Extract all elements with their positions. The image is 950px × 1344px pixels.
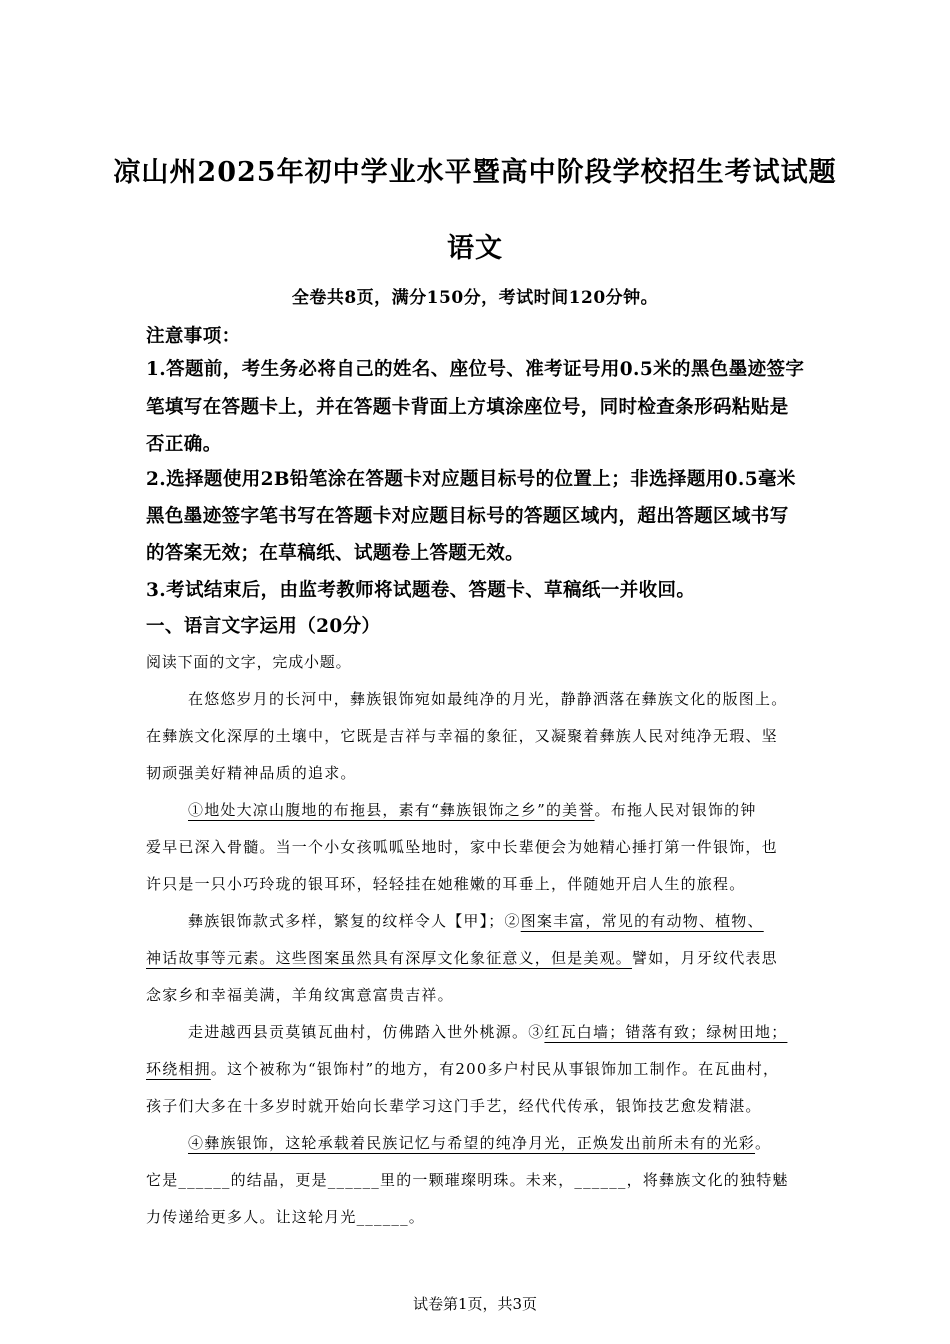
- section-heading: 一、语言文字运用（20分）: [146, 616, 381, 637]
- paragraph-line: 爱早已深入骨髓。当一个小女孩呱呱坠地时，家中长辈便会为她精心捶打第一件银饰，也: [146, 838, 778, 856]
- paragraph-line: 在悠悠岁月的长河中，彝族银饰宛如最纯净的月光，静静洒落在彝族文化的版图上。: [188, 690, 788, 708]
- notice-heading: 注意事项：: [146, 326, 241, 347]
- paragraph-line: 念家乡和幸福美满，羊角纹寓意富贵吉祥。: [146, 986, 454, 1004]
- underlined-sentence-2-cont: 神话故事等元素: [146, 949, 260, 967]
- paragraph-line: 力传递给更多人。让这轮月光______。: [146, 1208, 426, 1226]
- notice-line: 的答案无效；在草稿纸、试题卷上答题无效。: [146, 543, 525, 564]
- notice-line: 1.答题前，考生务必将自己的姓名、座位号、准考证号用0.5米的黑色墨迹签字: [146, 359, 805, 380]
- paragraph-line: 许只是一只小巧玲珑的银耳环，轻轻挂在她稚嫩的耳垂上，伴随她开启人生的旅程。: [146, 875, 746, 893]
- paragraph-line: 韧顽强美好精神品质的追求。: [146, 764, 357, 782]
- paragraph-line: 孩子们大多在十多岁时就开始向长辈学习这门手艺，经代代传承，银饰技艺愈发精湛。: [146, 1097, 762, 1115]
- subject-title: 语文: [447, 233, 503, 264]
- paragraph-line: [188, 1132, 808, 1153]
- paragraph-line: [188, 1021, 808, 1042]
- underlined-sentence-2-cont: 。这些图案虽然具有深厚文化象征意义，但是美观。: [259, 949, 633, 967]
- paragraph-line: [146, 947, 806, 968]
- paragraph-text: 。这个被称为“银饰村”的地方，有200多户村民从事银饰加工制作。在瓦曲村，: [210, 1060, 780, 1078]
- exam-info: 全卷共8页，满分150分，考试时间120分钟。: [291, 288, 659, 308]
- notice-line: 笔填写在答题卡上，并在答题卡背面上方填涂座位号，同时检查条形码粘贴是: [146, 397, 789, 418]
- paragraph-line: 它是______的结晶，更是______里的一颗璀璨明珠。未来，______，将彝族文化的独特魅: [146, 1171, 789, 1189]
- paragraph-text: 譬如，月牙纹代表思: [632, 949, 778, 967]
- underlined-sentence-2: 图案丰富，常见的有动物、植物、: [520, 912, 764, 930]
- notice-line: 3.考试结束后，由监考教师将试题卷、答题卡、草稿纸一并收回。: [146, 580, 696, 601]
- notice-line: 黑色墨迹签字笔书写在答题卡对应题目标号的答题区域内，超出答题区域书写: [146, 506, 789, 527]
- notice-line: 2.选择题使用2B铅笔涂在答题卡对应题目标号的位置上；非选择题用0.5毫米: [146, 469, 796, 490]
- paragraph-text: 走进越西县贡莫镇瓦曲村，仿佛踏入世外桃源。③: [188, 1023, 545, 1041]
- underlined-sentence-3: 红瓦白墙；错落有致；绿树田地；: [544, 1023, 788, 1041]
- page-footer: 试卷第1页，共3页: [412, 1295, 538, 1313]
- paragraph-line: [188, 910, 808, 931]
- paragraph-line: [146, 1058, 806, 1079]
- paragraph-text: 。布拖人民对银饰的钟: [594, 801, 757, 819]
- paragraph-line: [188, 799, 808, 820]
- underlined-sentence-3-cont: 环绕相拥: [146, 1060, 211, 1078]
- paragraph-text: 彝族银饰款式多样，繁复的纹样令人【甲】；②: [188, 912, 521, 930]
- paragraph-text: 。: [755, 1134, 772, 1152]
- underlined-sentence-4: ④彝族银饰，这轮承载着民族记忆与希望的纯净月光，正焕发出前所未有的光彩: [188, 1134, 756, 1152]
- instruction: 阅读下面的文字，完成小题。: [146, 653, 352, 671]
- paragraph-line: 在彝族文化深厚的土壤中，它既是吉祥与幸福的象征，又凝聚着彝族人民对纯净无瑕、坚: [146, 727, 778, 745]
- notice-line: 否正确。: [146, 434, 222, 455]
- underlined-sentence-1: ①地处大凉山腹地的布拖县，素有“彝族银饰之乡”的美誉: [188, 801, 595, 819]
- exam-title: 凉山州2025年初中学业水平暨高中阶段学校招生考试试题: [113, 157, 837, 188]
